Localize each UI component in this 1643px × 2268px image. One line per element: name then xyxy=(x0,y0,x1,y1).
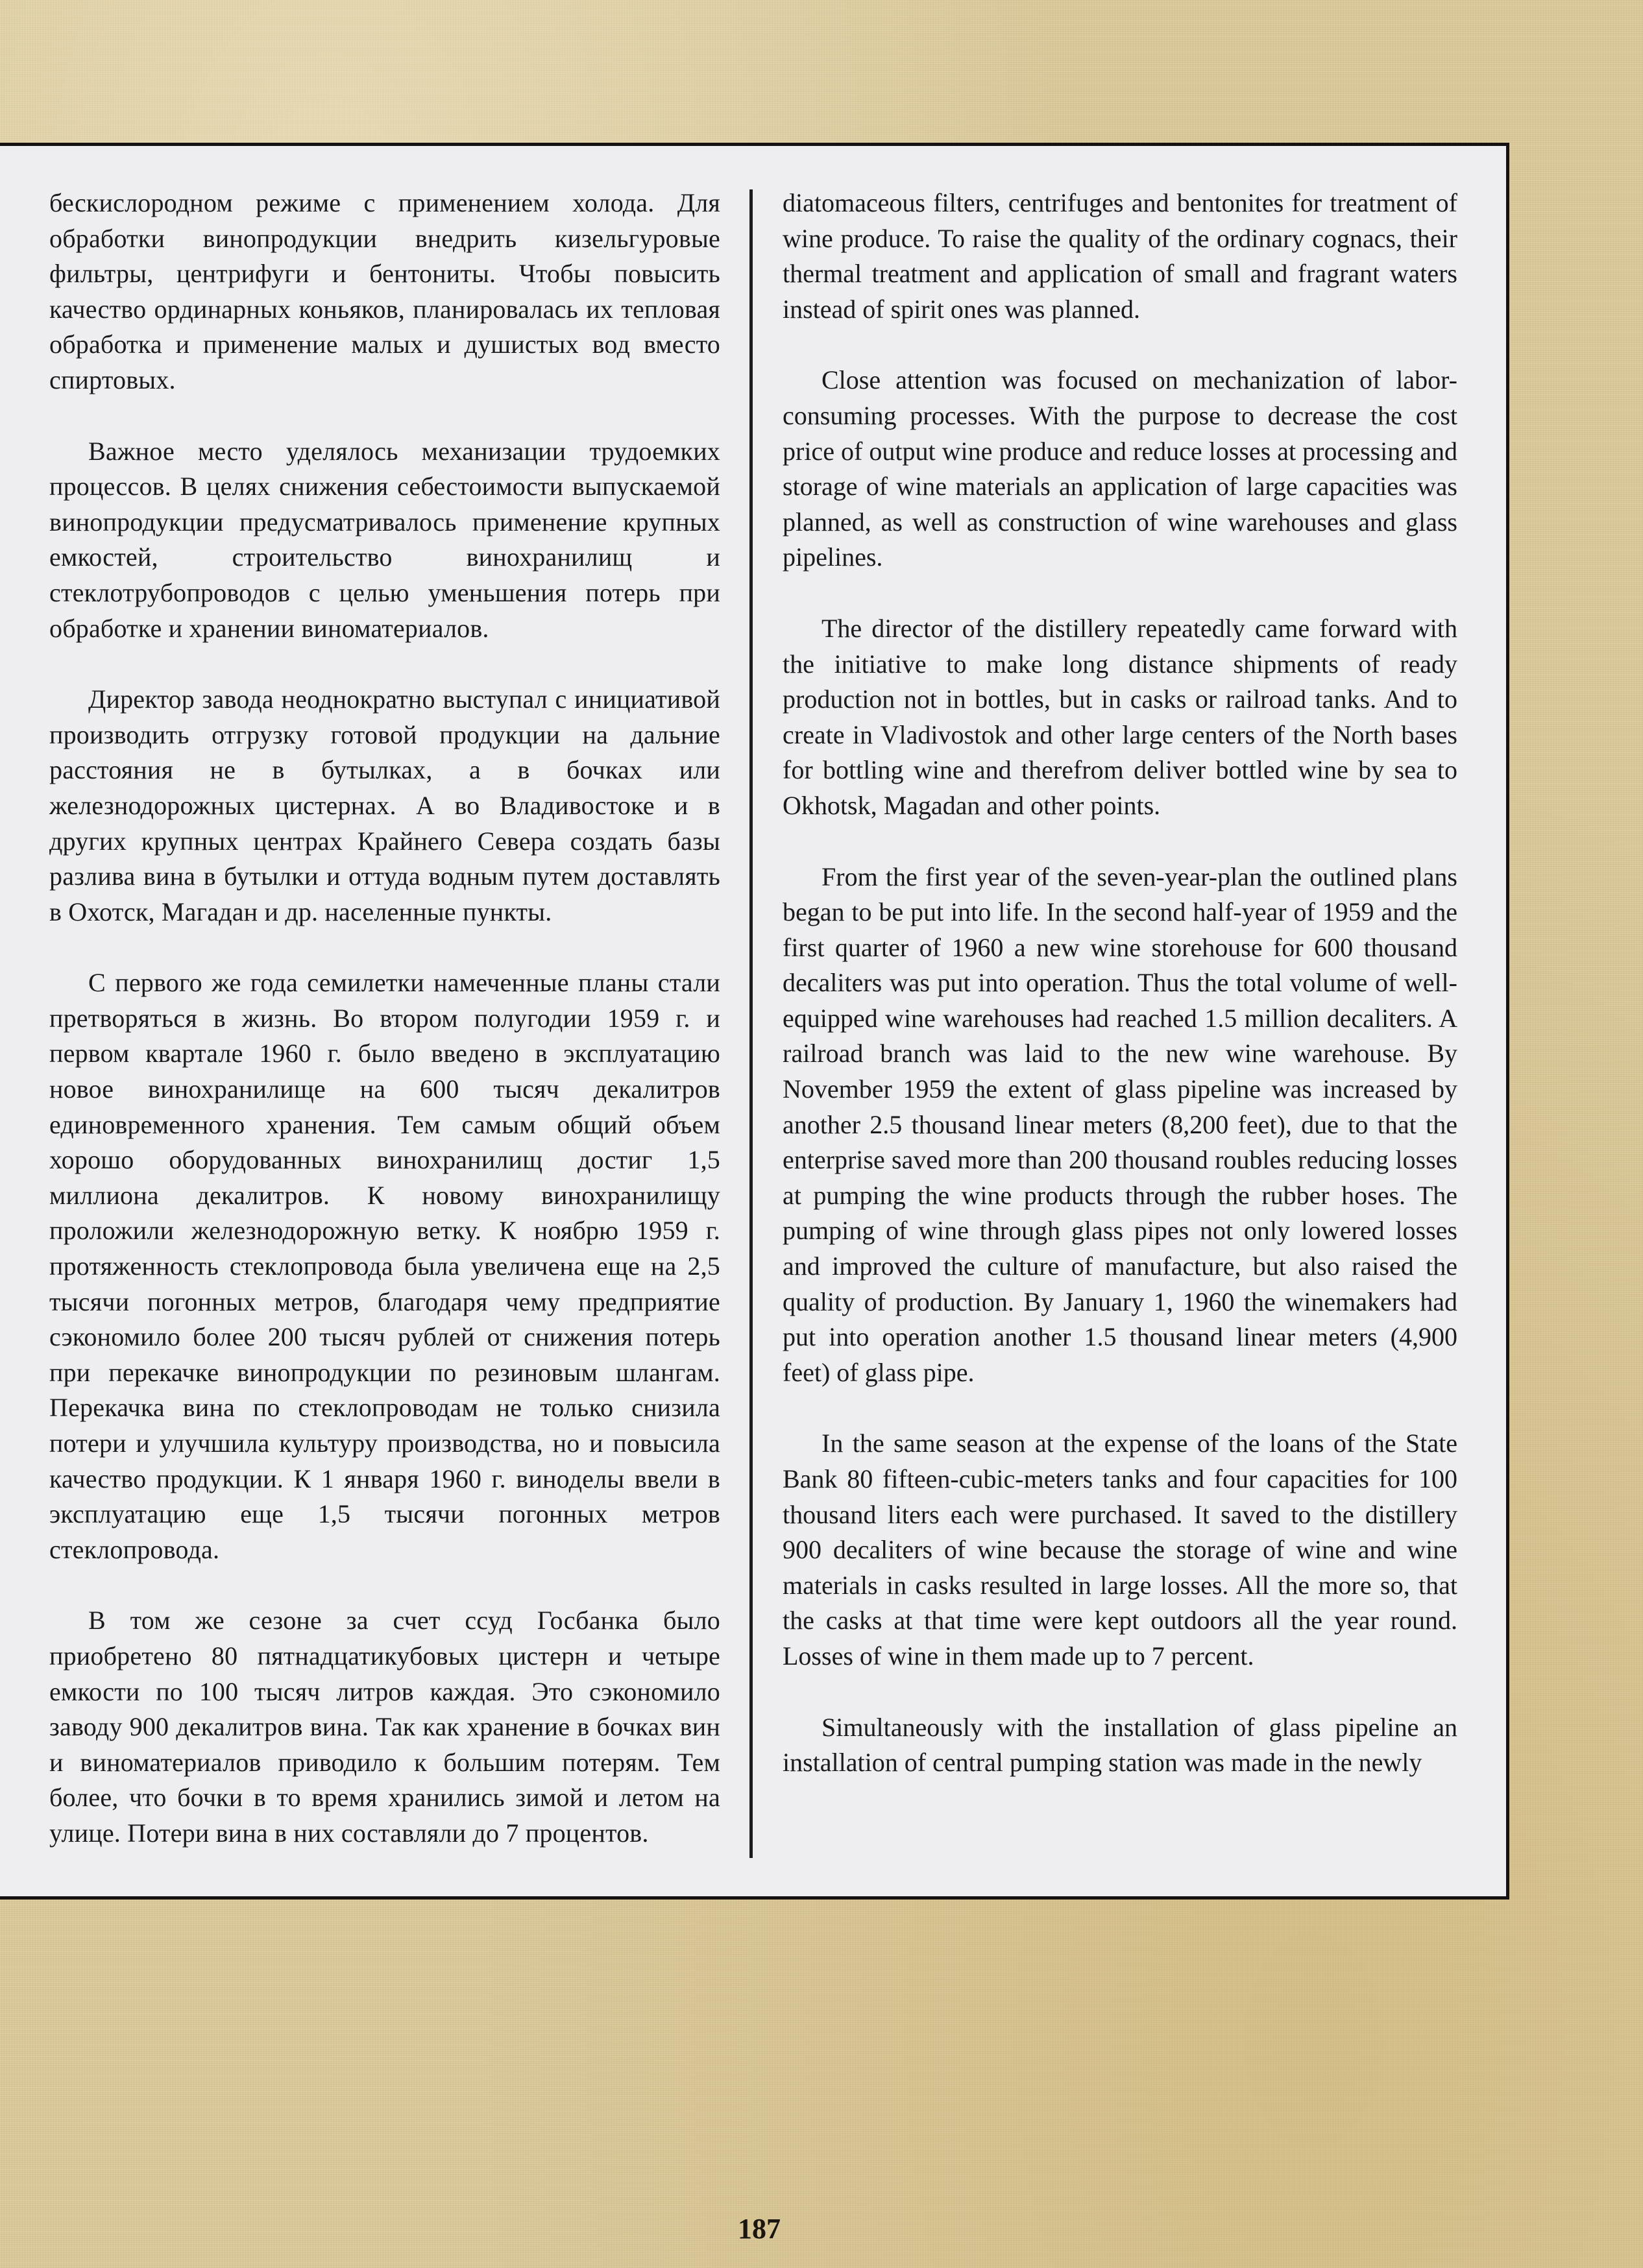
ru-paragraph-3: Директор завода неоднократно выступал с инициативой производить отгрузку готовой продукции на дальние расстояния не в бутылках, а в бочках или железнодорожных цистернах. А во Владивостоке и в других крупных центрах Крайнего Севера создать базы разлива вина в бутылки и оттуда водным путем доставлять в Охотск, Магадан и др. населенные пункты. xyxy=(49,684,720,926)
en-paragraph-2: Close attention was focused on mechanization of labor-consuming processes. With the purpose to decrease the cost price of output wine produce and reduce losses at processing and storage of wine materials an application of large capacities was planned, as well as construction of wine warehouses and glass pipelines. xyxy=(783,365,1457,572)
column-divider xyxy=(749,189,753,1858)
ru-paragraph-5: В том же сезоне за счет ссуд Госбанка было приобретено 80 пятнадцатикубовых цистерн и четыре емкости по 100 тысяч литров каждая. Это сэкономило заводу 900 декалитров вина. Так как хранение в бочках вин и виноматериалов приводило к большим потерям. Тем более, что бочки в то время хранились зимой и летом на улице. Потери вина в них составляли до 7 процентов. xyxy=(49,1606,720,1848)
ru-paragraph-4: С первого же года семилетки намеченные планы стали претворяться в жизнь. Во втором полугодии 1959 г. и первом квартале 1960 г. было введено в эксплуатацию новое винохранилище на 600 тысяч декалитров единовременного хранения. Тем самым общий объем хорошо оборудованных винохранилищ достиг 1,5 миллиона декалитров. К новому винохранилищу проложили железнодорожную ветку. К ноябрю 1959 г. протяженность стеклопровода была увеличена еще на 2,5 тысячи погонных метров, благодаря чему предприятие сэкономило более 200 тысяч рублей от снижения потерь при перекачке винопродукции по резиновым шлангам. Перекачка вина по стеклопроводам не только снизила потери и улучшила культуру производства, но и повысила качество продукции. К 1 января 1960 г. виноделы ввели в эксплуатацию еще 1,5 тысячи погонных метров стеклопровода. xyxy=(49,968,720,1564)
ru-paragraph-2: Важное место уделялось механизации трудоемких процессов. В целях снижения себестоимости выпускаемой винопродукции предусматривалось применение крупных емкостей, строительство винохранилищ и стеклотрубопроводов с целью уменьшения потерь при обработке и хранении виноматериалов. xyxy=(49,436,720,643)
english-column xyxy=(783,186,1457,1781)
ru-paragraph-1: бескислородном режиме с применением холода. Для обработки винопродукции внедрить кизельгуровые фильтры, центрифуги и бентониты. Чтобы повысить качество ординарных коньяков, планировалась их тепловая обработка и применение малых и душистых вод вместо спиртовых. xyxy=(49,188,720,394)
russian-column xyxy=(49,186,720,1852)
en-paragraph-4: From the first year of the seven-year-plan the outlined plans began to be put into life. In the second half-year of 1959 and the first quarter of 1960 a new wine storehouse for 600 thousand decaliters was put into operation. Thus the total volume of well-equipped wine warehouses had reached 1.5 million decaliters. A railroad branch was laid to the new wine warehouse. By November 1959 the extent of glass pipeline was increased by another 2.5 thousand linear meters (8,200 feet), due to that the enterprise saved more than 200 thousand roubles reducing losses at pumping the wine products through the rubber hoses. The pumping of wine through glass pipes not only lowered losses and improved the culture of manufacture, but also raised the quality of production. By January 1, 1960 the winemakers had put into operation another 1.5 thousand linear meters (4,900 feet) of glass pipe. xyxy=(783,862,1457,1387)
page-number: 187 xyxy=(738,2213,781,2245)
en-paragraph-6: Simultaneously with the installation of glass pipeline an installation of central pumping station was made in the newly xyxy=(783,1712,1457,1778)
en-paragraph-3: The director of the distillery repeatedly came forward with the initiative to make long distance shipments of ready production not in bottles, but in casks or railroad tanks. And to create in Vladivostok and other large centers of the North bases for bottling wine and therefrom deliver bottled wine by sea to Okhotsk, Magadan and other points. xyxy=(783,613,1457,820)
en-paragraph-5: In the same season at the expense of the loans of the State Bank 80 fifteen-cubic-meters tanks and four capacities for 100 thousand liters each were purchased. It saved to the distillery 900 decaliters of wine because the storage of wine and wine materials in casks resulted in large losses. All the more so, that the casks at that time were kept outdoors all the year round. Losses of wine in them made up to 7 percent. xyxy=(783,1429,1457,1671)
en-paragraph-1: diatomaceous filters, centrifuges and bentonites for treatment of wine produce. To raise the quality of the ordinary cognacs, their thermal treatment and application of small and fragrant waters instead of spirit ones was planned. xyxy=(783,188,1457,324)
